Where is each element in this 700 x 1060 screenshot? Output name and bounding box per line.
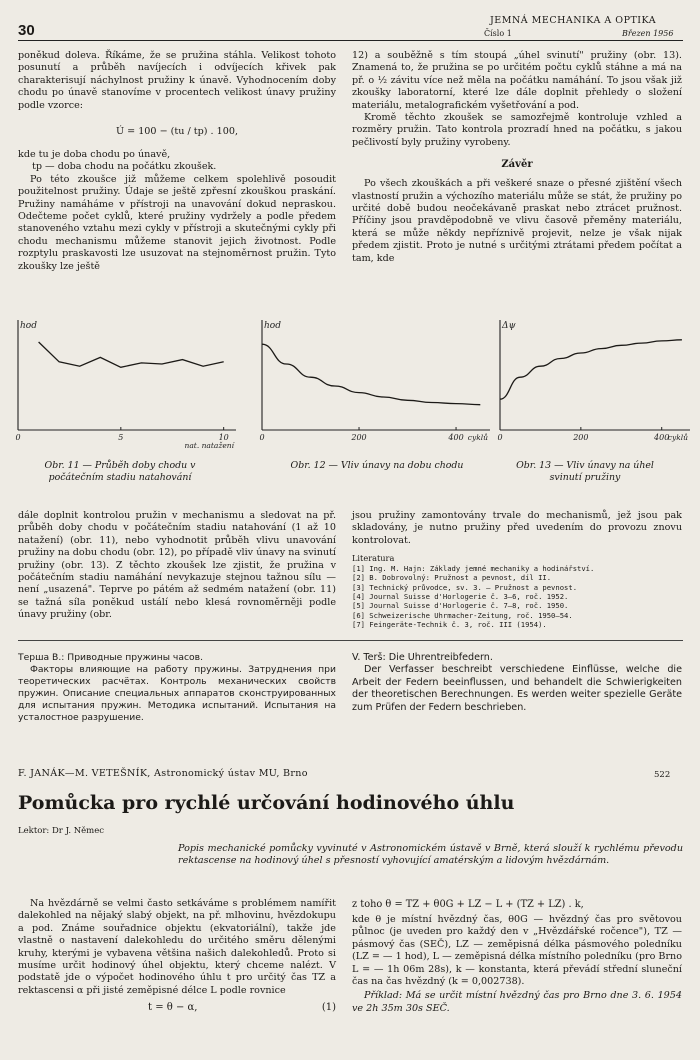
series-line xyxy=(262,344,480,405)
summary-title: Терша В.: Приводные пружины часов. xyxy=(18,652,203,663)
journal-name: JEMNÁ MECHANIKA A OPTIKA xyxy=(490,15,657,26)
reference-item: [3] Technický průvodce, sv. 3. — Pružnost a pevnost. xyxy=(352,582,578,592)
summary-german xyxy=(352,652,682,714)
equation-2: z toho θ = TZ + θ0G + LZ − L + (TZ + LZ) . k, xyxy=(352,899,584,910)
right-column-top xyxy=(352,50,682,265)
article-abstract: Popis mechanické pomůcky vyvinuté v Astronomickém ústavě v Brně, která slouží k rychlému převodu rektascense na hodinový úhel s přesností vyhovující amatérským a lidovým hvězdárnám. xyxy=(178,843,683,867)
article-body-right xyxy=(352,898,682,1015)
paragraph: 12) a souběžně s tím stoupá „úhel svinutí" pružiny (obr. 13). Znamená to, že pružina se po určitém počtu cyklů stáhne a má na př. o ½ závitu více než měla na počátku namáhání. To jsou však již zkoušky laboratorní, které lze dále doplnit přehledy o složení materiálu, metalografickém vyšetřování a pod. xyxy=(352,50,682,111)
definition: tp — doba chodu na počátku zkoušek. xyxy=(32,161,217,173)
reference-item: [6] Schweizerische Uhrmacher-Zeitung, roč. 1950—54. xyxy=(352,610,573,620)
summary-title: V. Terš: Die Uhrentreibfedern. xyxy=(352,652,493,663)
paragraph: dále doplnit kontrolou pružin v mechanismu a sledovat na př. průběh doby chodu v počátečním stadiu natahování (1 až 10 natažení) (obr. 11), nebo vyhodnotit průběh vlivu unavování pružiny na dobu chodu (obr. 12), po případě vliv únavy na svinutí pružiny (obr. 13). Z těchto zkoušek lze zjistit, že pružina v počátečním stadiu namáhání nevykazuje stejnou tažnou sílu — není „usazená". Teprve po pátém až sedmém natažení (obr. 11) se tažná síla poněkud ustálí nebo klesá rovnoměrněji podle únavy pružiny (obr. xyxy=(18,510,336,621)
article-title: Pomůcka pro rychlé určování hodinového úhlu xyxy=(18,792,515,814)
reference-item: [7] Feingeräte-Technik č. 3, roč. III (1954). xyxy=(352,620,547,630)
article-lector: Lektor: Dr J. Němec xyxy=(18,826,105,836)
caption-fig-11: Obr. 11 — Průběh doby chodu v počátečním stadiu natahování xyxy=(44,460,196,483)
article-authors: F. JANÁK—M. VETEŠNÍK, Astronomický ústav MU, Brno xyxy=(18,768,308,779)
x-tick-label: 200 xyxy=(573,433,589,442)
reference-item: [1] Ing. M. Hajn: Základy jemné mechaniky a hodinářství. xyxy=(352,563,595,573)
x-axis-label: cyklů xyxy=(467,433,488,442)
figures-svg xyxy=(0,310,700,460)
paragraph: Po všech zkouškách a při veškeré snaze o přesné zjištění všech vlastností pružin a výchozího materiálu může se stát, že pružiny po určité době budou neočekávaně praskat nebo ztrácet pružnost. Příčiny jsou pravděpodobně ve vlivu časově přeměny materiálu, která se může někdy nepříznivě projevit, nelze je však nijak předem zjistit. Proto je nutné s určitými ztrátami předem počítat a tam, kde xyxy=(352,178,682,264)
reference-item: [5] Journal Suisse d'Horlogerie č. 7—8, roč. 1950. xyxy=(352,601,569,611)
x-tick-label: 400 xyxy=(448,433,464,442)
paragraph: Na hvězdárně se velmi často setkáváme s problémem namířit dalekohled na nějaký slabý objekt, na př. mlhovinu, hvězdokupu a pod. Známe souřadnice objektu (ekvatoriální), takže jde vlastně o nastavení dalekohledu do určitého směru dělenými kruhy, kterými je vybavena většina našich dalekohledů. Proto si musíme určit hodinový úhel objektu, který chceme nalézt. V podstatě jde o výpočet hodinového úhlu t pro určitý čas TZ a rektascensi α při jisté zeměpisné délce L podle rovnice xyxy=(18,898,336,996)
y-axis-label: hod xyxy=(264,321,281,331)
left-column-top xyxy=(18,50,336,273)
paragraph: Kromě těchto zkoušek se samozřejmě kontroluje vzhled a rozměry pružin. Tato kontrola prozradí hned na počátku, s jakou pečlivostí byly pružiny vyrobeny. xyxy=(352,112,682,148)
paragraph: Po této zkoušce již můžeme celkem spolehlivě posoudit použitelnost pružiny. Údaje se ještě zpřesní zkouškou praskání. Pružiny namáháme v přístroji na unavování dokud nepraskou. Odečteme počet cyklů, které pružiny vydržely a podle předem stanoveného vztahu mezi cykly v přístroji a skutečnými cykly při chodu mechanismu můžeme stanovit jejich životnost. Podle rozptylu praskavosti lze usuzovat na stejnoměrnost pružin. Tyto zkoušky lze ještě xyxy=(18,173,336,272)
reference-item: [2] B. Dobrovolný: Pružnost a pevnost, díl II. xyxy=(352,573,552,583)
reference-list xyxy=(352,564,682,630)
formula: Ú = 100 − (tu / tp) . 100, xyxy=(115,126,239,138)
caption-fig-12: Obr. 12 — Vliv únavy na dobu chodu xyxy=(290,460,464,471)
summary-rule xyxy=(18,640,683,641)
reference-item: [4] Journal Suisse d'Horlogerie č. 3—6, roč. 1952. xyxy=(352,592,569,602)
literature-heading: Literatura xyxy=(352,553,395,564)
issue-label: Číslo 1 xyxy=(484,29,512,38)
x-axis-label: nat. natažení xyxy=(184,441,234,450)
x-tick-label: 400 xyxy=(654,433,670,442)
example: Příklad: Má se určit místní hvězdný čas pro Brno dne 3. 6. 1954 ve 2h 35m 30s SEČ. xyxy=(352,990,682,1014)
equation-1 xyxy=(18,997,336,1019)
summary-russian xyxy=(18,652,336,724)
summary-text: Der Verfasser beschreibt verschiedene Einflüsse, welche die Arbeit der Federn beeinflussen, und behandelt die Schwierigkeiten der theoretischen Berechnungen. Es werden weiter spezielle Geräte zum Prüfen der Federn beschrieben. xyxy=(352,664,682,713)
summary-text: Факторы влияющие на работу пружины. Затруднения при теоретических расчётах. Контроль механических свойств пружин. Описание специальных аппаратов сконструированных для испытания пружин. Методика испытаний. Испытания на усталостное разрушение. xyxy=(18,664,336,723)
equation-number: (1) xyxy=(321,1002,336,1014)
equation: t = θ − α, xyxy=(148,1002,198,1014)
article-number: 522 xyxy=(654,770,671,780)
section-heading: Závěr xyxy=(501,159,533,171)
x-tick-label: 0 xyxy=(497,433,503,442)
x-tick-label: 10 xyxy=(218,433,229,442)
issue-date: Březen 1956 xyxy=(622,29,674,38)
y-axis-label: Δψ xyxy=(502,321,516,331)
header-rule xyxy=(18,40,683,41)
x-tick-label: 5 xyxy=(118,433,124,442)
y-axis-label: hod xyxy=(20,321,37,331)
x-axis-label: cyklů xyxy=(667,433,688,442)
page-number: 30 xyxy=(18,22,35,39)
paragraph: jsou pružiny zamontovány trvale do mechanismů, jež jsou pak skladovány, je nutno pružiny před uvedením do provozu znovu kontrolovat. xyxy=(352,510,682,546)
series-line xyxy=(39,342,224,367)
left-column-mid xyxy=(18,510,336,622)
x-tick-label: 0 xyxy=(259,433,265,442)
right-column-mid xyxy=(352,510,682,630)
article-body-left xyxy=(18,898,336,1019)
x-tick-label: 200 xyxy=(351,433,367,442)
x-tick-label: 0 xyxy=(15,433,21,442)
caption-fig-13: Obr. 13 — Vliv únavy na úhel svinutí pružiny xyxy=(516,460,654,483)
paragraph: poněkud doleva. Říkáme, že se pružina stáhla. Velikost tohoto posunutí a průběh navíjecích i odvíjecích křivek pak charakterisují náchylnost pružiny k únavě. Vyhodnocením doby chodu po únavě stanovíme v procentech velikost únavy pružiny podle vzorce: xyxy=(18,50,336,111)
definition: kde tu je doba chodu po únavě, xyxy=(18,149,171,161)
series-line xyxy=(500,340,682,399)
paragraph: kde θ je místní hvězdný čas, θ0G — hvězdný čas pro světovou půlnoc (je uveden pro každý den v „Hvězdářské ročence"), TZ — pásmový čas (SEČ), LZ — zeměpisná délka pásmového poledníku (LZ = — 1 hod), L — zeměpisná délka místního poledníku (pro Brno L = — 1h 06m 28s), k — konstanta, která převádí střední sluneční čas na čas hvězdný (k = 0,002738). xyxy=(352,914,682,988)
